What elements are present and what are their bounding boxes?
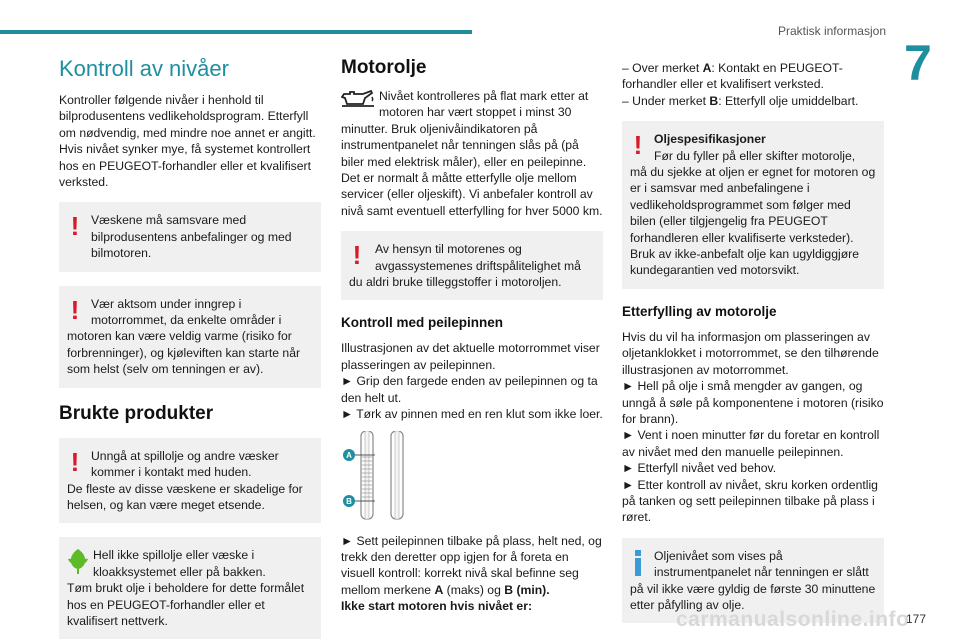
warning-box-additives — [341, 231, 603, 300]
step-text: ► Sett peilepinnen tilbake på plass, helt ned, og trekk den deretter opp igjen for å foreta en visuell kontroll: korrekt nivå skal befinne seg mellom merkene A (maks) og B (min). — [341, 533, 602, 597]
title-used-products: Brukte produkter — [59, 402, 214, 424]
watermark: carmanualsonline.info — [676, 608, 910, 631]
step-text: ► Hell på olje i små mengder av gangen, og unngå å søle på komponentene i motoren (risiko for brann). — [622, 379, 884, 426]
warning-icon: ! — [633, 130, 643, 161]
info-text: Oljenivået som vises på — [654, 548, 783, 563]
section-header: Praktisk informasjon — [777, 24, 886, 38]
chapter-number: 7 — [904, 35, 932, 91]
warning-text: Vær aktsom under inngrep i — [91, 296, 242, 311]
warning-box-oil-spec — [622, 121, 884, 289]
info-icon — [632, 550, 644, 576]
spec-title: Oljespesifikasjoner — [654, 132, 766, 147]
column-oil-refill — [622, 60, 884, 637]
step-text: ► Grip den fargede enden av peilepinnen og ta den helt ut. — [341, 374, 598, 405]
step-text: ► Vent i noen minutter før du foretar en kontroll av nivået med den manuelle peilepinnen. — [622, 428, 880, 459]
subtitle-dipstick-check: Kontroll med peilepinnen — [341, 315, 504, 331]
level-below-b: – Under merket B: Etterfyll olje umiddelbart. — [622, 93, 859, 108]
eco-leaf-icon — [66, 547, 90, 575]
marker-a-label: A — [346, 450, 352, 460]
warning-icon: ! — [70, 446, 80, 477]
warning-text: Unngå at spillolje og andre væsker — [91, 448, 279, 463]
warning-text: bilprodusentens anbefalinger og med bilmotoren. — [91, 229, 292, 261]
warning-text: Av hensyn til motorenes og — [375, 242, 522, 257]
dipstick-illustration — [341, 431, 603, 523]
warning-icon: ! — [352, 240, 362, 271]
column-levels — [59, 52, 321, 640]
eco-text: Tøm brukt olje i beholdere for dette formålet hos en PEUGEOT-forhandler eller et kvalifisert nettverk. — [67, 581, 305, 628]
title-level-check: Kontroll av nivåer — [59, 56, 229, 81]
step-warning-text: Ikke start motoren hvis nivået er: — [341, 599, 533, 614]
spec-text: Bruk av ikke-anbefalt olje kan ugyldiggjøre kundegarantien ved motorsvikt. — [630, 247, 859, 278]
header-accent-bar — [0, 30, 472, 34]
oil-can-icon — [341, 88, 375, 108]
step-text: Hvis du vil ha informasjon om plasseringen av oljetanklokket i motorrommet, se den tilhørende illustrasjonen av motorrommet. — [622, 329, 879, 377]
step-text: ► Etter kontroll av nivået, skru korken ordentlig på tanken og sett peilepinnen tilbake på plass i røret. — [622, 477, 878, 525]
title-engine-oil: Motorolje — [341, 57, 427, 78]
eco-text: kloakksystemet eller på bakken. — [93, 564, 266, 579]
warning-box-engine-bay — [59, 286, 321, 388]
intro-text: Nivået kontrolleres på flat mark etter at — [379, 89, 589, 103]
step-text: Illustrasjonen av det aktuelle motorrommet viser plasseringen av peilepinnen. — [341, 341, 600, 372]
step-text: ► Etterfyll nivået ved behov. — [622, 461, 777, 476]
eco-box — [59, 537, 321, 639]
warning-text: motorrommet, da enkelte områder i motoren kan være veldig varme (risiko for forbrenninger), og kjøleviften kan starte når som helst (selv om tenningen er av). — [67, 313, 301, 377]
page-number: 177 — [905, 612, 926, 626]
warning-text: De fleste av disse væskene er skadelige for helsen, og kan være meget etsende. — [67, 481, 303, 512]
spec-text: må du sjekke at oljen er egnet for motoren og er i samsvar med anbefalingene i vedlikeholdsprogrammet som følger med bilen (eller tilgjengelig fra PEUGEOT forhandleren eller kvalifiserte verksteder). — [630, 165, 876, 245]
warning-icon: ! — [70, 211, 80, 242]
spec-text: Før du fyller på eller skifter motorolje, — [654, 148, 856, 163]
warning-box-fluids — [59, 202, 321, 271]
level-above-a: – Over merket A: Kontakt en PEUGEOT-forhandler eller et kvalifisert verksted. — [622, 61, 843, 92]
dipstick-drawing — [341, 431, 441, 523]
intro-text: minutter. Bruk oljenivåindikatoren på instrumentpanelet når tenningen slås på (på biler med elektrisk måler), eller en peilepinne. — [341, 121, 587, 169]
warning-text: avgassystemenes driftspålitelighet må du aldri bruke tilleggstoffer i motoroljen. — [349, 258, 581, 290]
step-text: ► Tørk av pinnen med en ren klut som ikke loer. — [341, 407, 603, 422]
levels-intro: Kontroller følgende nivåer i henhold til bilprodusentens vedlikeholdsprogram. Etterfyll om nødvendig, med mindre noe annet er angitt. Hvis nivået synker mye, få systemet kontrollert hos en PEUGEOT-forhandler eller et kvalifisert verksted. — [59, 93, 316, 190]
column-engine-oil — [341, 52, 603, 615]
engine-oil-intro — [341, 88, 603, 219]
eco-text: Hell ikke spillolje eller væske i — [93, 548, 255, 563]
intro-text: Det er normalt å måtte etterfylle olje mellom servicer (eller oljeskift). Vi anbefaler kontroll av nivå samt eventuell etterfylling for hver 5000 km. — [341, 171, 603, 218]
warning-text: Væskene må samsvare med — [91, 213, 247, 228]
warning-text: kommer i kontakt med huden. — [91, 465, 252, 480]
info-text: instrumentpanelet når tenningen er slått på vil ikke være gyldig de første 30 minuttene etter påfylling av olje. — [630, 565, 876, 612]
subtitle-oil-refill: Etterfylling av motorolje — [622, 303, 777, 319]
warning-box-skin — [59, 438, 321, 524]
warning-icon: ! — [70, 294, 80, 325]
intro-text: motoren har vært stoppet i minst 30 — [379, 105, 572, 120]
marker-b-label: B — [346, 496, 352, 506]
